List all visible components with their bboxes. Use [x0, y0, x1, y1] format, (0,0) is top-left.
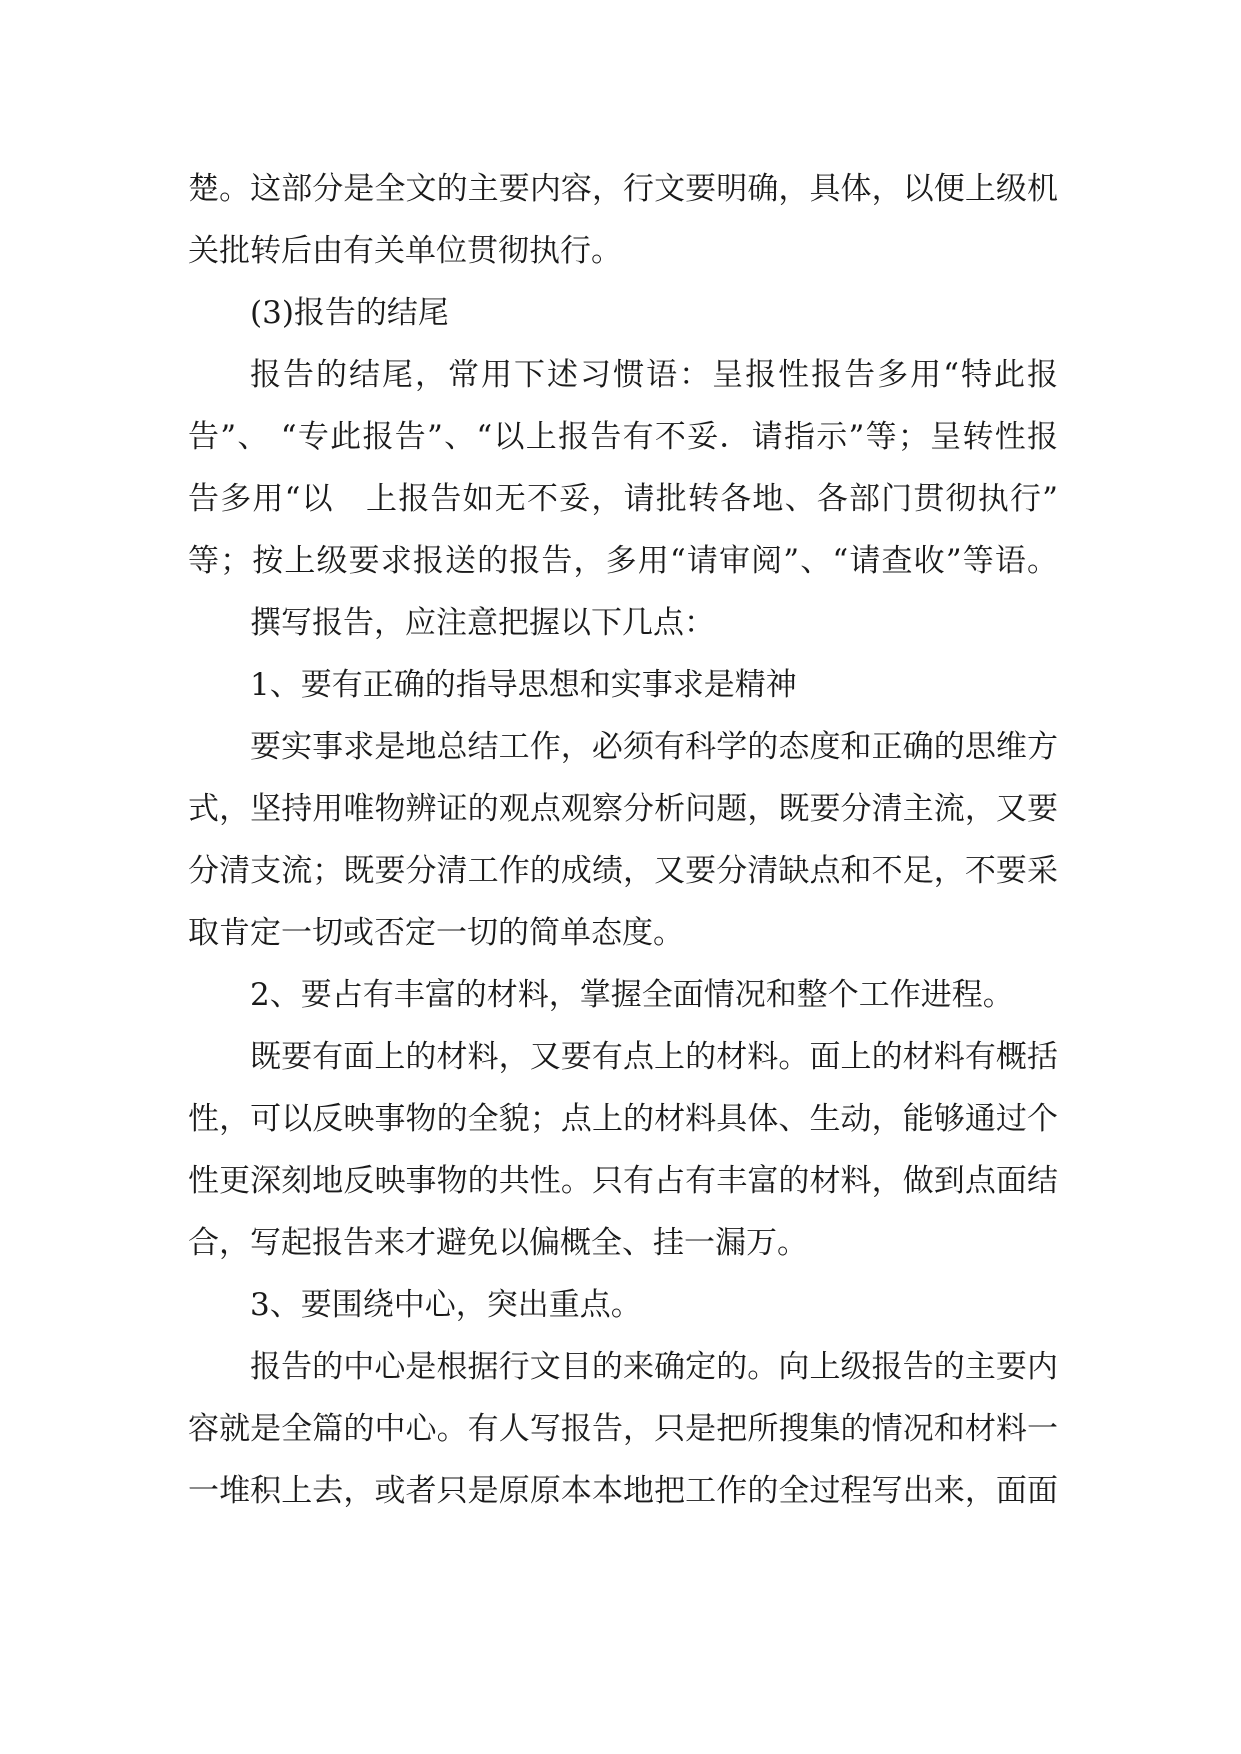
text-line: 性，可以反映事物的全貌；点上的材料具体、生动，能够通过个: [188, 1101, 1058, 1137]
text-line: 楚。这部分是全文的主要内容，行文要明确，具体，以便上级机: [188, 171, 1058, 207]
text-line: 撰写报告，应注意把握以下几点：: [250, 605, 715, 641]
text-line: 式，坚持用唯物辨证的观点观察分析问题，既要分清主流，又要: [188, 791, 1058, 827]
text-line: 容就是全篇的中心。有人写报告，只是把所搜集的情况和材料一: [188, 1411, 1058, 1447]
document-body: [188, 158, 1058, 1522]
text-line: 取肯定一切或否定一切的简单态度。: [188, 915, 684, 951]
section-heading: (3)报告的结尾: [250, 295, 449, 331]
text-line: 分清支流；既要分清工作的成绩，又要分清缺点和不足，不要采: [188, 853, 1058, 889]
numbered-point-heading: 1、要有正确的指导思想和实事求是精神: [250, 667, 797, 703]
numbered-point-heading: 3、要围绕中心，突出重点。: [250, 1287, 642, 1323]
text-line: 既要有面上的材料，又要有点上的材料。面上的材料有概括: [250, 1039, 1058, 1075]
text-line: 告多用“以 上报告如无不妥，请批转各地、各部门贯彻执行”: [188, 481, 1058, 517]
text-line: 要实事求是地总结工作，必须有科学的态度和正确的思维方: [250, 729, 1058, 765]
text-line: 告”、 “专此报告”、“以上报告有不妥．请指示”等；呈转性报: [188, 419, 1058, 455]
text-line: 报告的结尾，常用下述习惯语：呈报性报告多用“特此报: [250, 357, 1058, 393]
text-line: 性更深刻地反映事物的共性。只有占有丰富的材料，做到点面结: [188, 1163, 1058, 1199]
numbered-point-heading: 2、要占有丰富的材料，掌握全面情况和整个工作进程。: [250, 977, 1014, 1013]
text-line: 等；按上级要求报送的报告，多用“请审阅”、“请查收”等语。: [188, 543, 1058, 579]
text-line: 合，写起报告来才避免以偏概全、挂一漏万。: [188, 1225, 808, 1261]
text-line: 报告的中心是根据行文目的来确定的。向上级报告的主要内: [250, 1349, 1058, 1385]
text-line: 关批转后由有关单位贯彻执行。: [188, 233, 622, 269]
text-line: 一堆积上去，或者只是原原本本地把工作的全过程写出来，面面: [188, 1473, 1058, 1509]
